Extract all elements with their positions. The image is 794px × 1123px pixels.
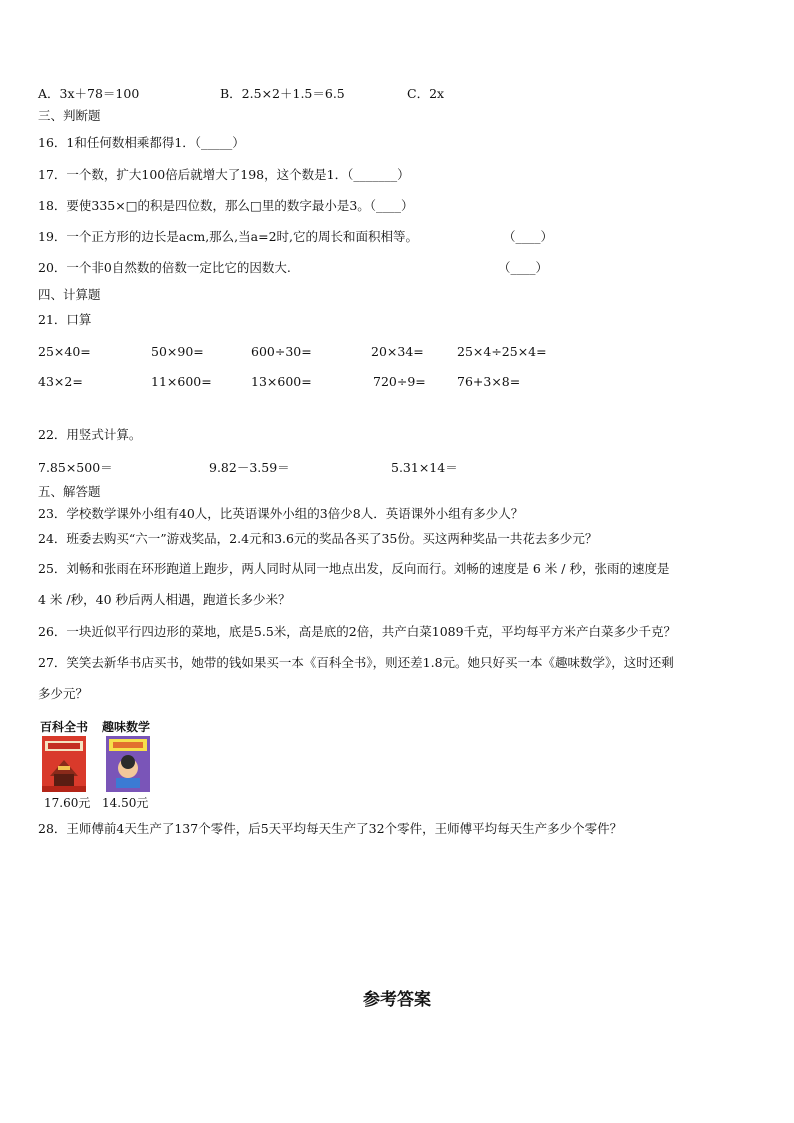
- oral-item: 20×34=: [371, 344, 424, 359]
- question-19-blank: （____）: [503, 229, 554, 244]
- oral-item: 720÷9=: [373, 374, 426, 389]
- book-label: 百科全书: [40, 720, 89, 734]
- question-24: 24．班委去购买“六一”游戏奖品，2.4元和3.6元的奖品各买了35份。买这两种奖品一共花去多少元？: [38, 531, 598, 546]
- question-22: 22．用竖式计算。: [38, 427, 142, 442]
- question-28: 28．王师傅前4天生产了137个零件，后5天平均每天生产了32个零件，王师傅平均每天生产多少个零件？: [38, 821, 623, 836]
- book-cover-image: [106, 736, 150, 792]
- question-17: 17．一个数，扩大100倍后就增大了198，这个数是1．（_______）: [38, 167, 410, 182]
- vertical-item: 9.82－3.59＝: [209, 460, 290, 475]
- oral-row-1: [38, 344, 738, 360]
- question-27-line-2: 多少元？: [38, 686, 89, 701]
- question-26: 26．一块近似平行四边形的菜地，底是5.5米，高是底的2倍，共产白菜1089千克，平均每平方米产白菜多少千克？: [38, 624, 677, 639]
- oral-item: 600÷30=: [251, 344, 312, 359]
- oral-item: 25×40=: [38, 344, 91, 359]
- answer-key-title: 参考答案: [363, 990, 431, 1010]
- book-label: 趣味数学: [102, 720, 151, 734]
- section-3-heading: 三、判断题: [38, 108, 101, 123]
- vertical-item: 7.85×500＝: [38, 460, 113, 475]
- oral-item: 76+3×8=: [457, 374, 521, 389]
- question-18: 18．要使335×□的积是四位数，那么□里的数字最小是3。（____）: [38, 198, 414, 213]
- question-27-line-1: 27．笑笑去新华书店买书，她带的钱如果买一本《百科全书》，则还差1.8元。她只好买一本《趣味数学》，这时还剩: [38, 655, 674, 670]
- question-16: 16．1和任何数相乘都得1．（_____）: [38, 135, 245, 150]
- oral-item: 25×4÷25×4=: [457, 344, 547, 359]
- book-quwei: [102, 718, 151, 810]
- question-25-line-1: 25．刘畅和张雨在环形跑道上跑步，两人同时从同一地点出发，反向而行。刘畅的速度是 6 米 / 秒，张雨的速度是: [38, 561, 670, 576]
- question-19: 19．一个正方形的边长是acm,那么,当a=2时,它的周长和面积相等。: [38, 229, 419, 244]
- question-23: 23．学校数学课外小组有40人，比英语课外小组的3倍少8人．英语课外小组有多少人？: [38, 506, 524, 521]
- book-cover-image: [42, 736, 86, 792]
- question-21: 21．口算: [38, 312, 92, 327]
- section-5-heading: 五、解答题: [38, 484, 101, 499]
- vertical-row: [38, 458, 738, 474]
- book-price: 17.60元: [44, 796, 91, 810]
- option-b: B．2.5×2＋1.5＝6.5: [220, 86, 345, 101]
- oral-item: 11×600=: [151, 374, 212, 389]
- question-20-blank: （____）: [498, 260, 549, 275]
- book-baike: [40, 718, 91, 810]
- question-20: 20．一个非0自然数的倍数一定比它的因数大.: [38, 260, 291, 275]
- section-4-heading: 四、计算题: [38, 287, 101, 302]
- oral-item: 43×2=: [38, 374, 83, 389]
- book-price: 14.50元: [102, 796, 149, 810]
- option-c: C．2x: [407, 86, 445, 101]
- oral-item: 13×600=: [251, 374, 312, 389]
- question-25-line-2: 4 米 /秒，40 秒后两人相遇，跑道长多少米？: [38, 592, 291, 607]
- oral-row-2: [38, 374, 738, 390]
- vertical-item: 5.31×14＝: [391, 460, 458, 475]
- option-a: A．3x＋78＝100: [38, 86, 140, 101]
- oral-item: 50×90=: [151, 344, 204, 359]
